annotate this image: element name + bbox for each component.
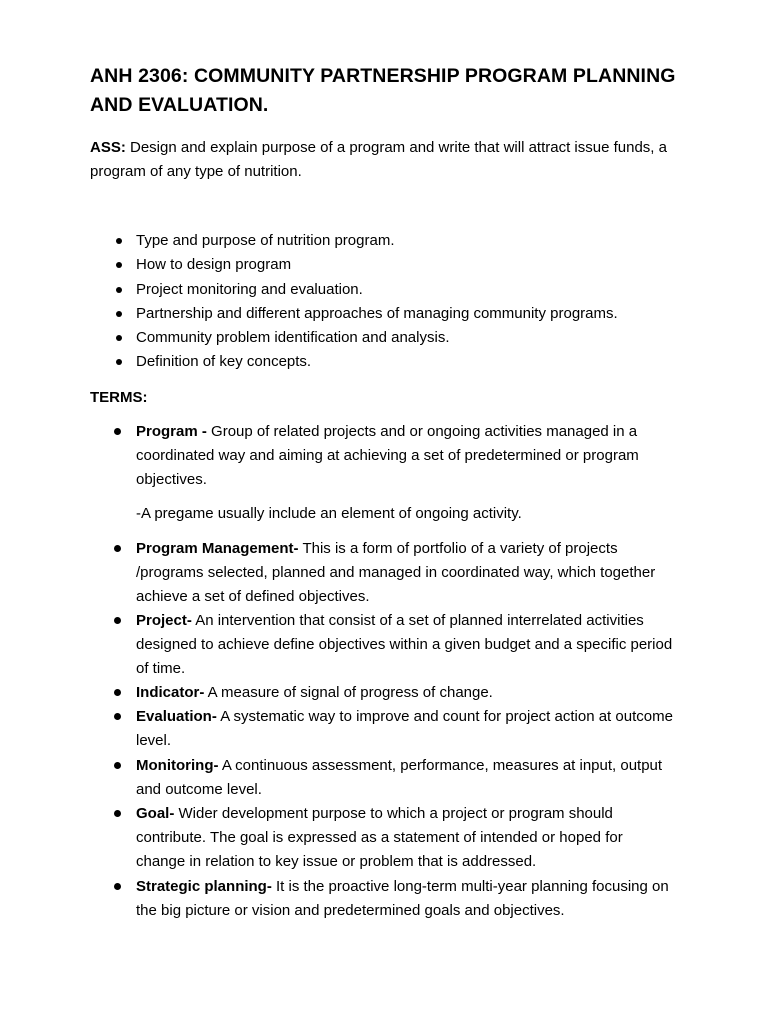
bullet-icon	[116, 335, 122, 341]
topic-item	[0, 278, 720, 302]
bullet-icon	[114, 689, 121, 696]
term-program-management	[0, 537, 720, 609]
term-program	[0, 420, 720, 492]
topic-item	[0, 350, 720, 374]
topic-text: How to design program	[136, 256, 292, 274]
term-name: Monitoring-	[136, 757, 219, 774]
term-name: Program Management-	[136, 540, 299, 557]
topic-item	[0, 229, 720, 253]
bullet-icon	[114, 617, 121, 624]
topic-text: Definition of key concepts.	[136, 353, 312, 371]
term-definition: A measure of signal of progress of change.	[204, 684, 493, 701]
bullet-icon	[114, 810, 121, 817]
term-name: Goal-	[136, 805, 175, 822]
term-name: Project-	[136, 612, 192, 629]
topic-item	[0, 326, 720, 350]
term-indicator	[0, 681, 720, 705]
assignment-text: Design and explain purpose of a program and write that will attract issue funds, a program of any type of nutrition.	[90, 139, 667, 180]
bullet-icon	[114, 713, 121, 720]
program-note: -A pregame usually include an element of ongoing activity.	[136, 505, 522, 522]
term-definition: This is a form of portfolio of a variety of projects /programs selected, planned and managed in coordinated way, which together achieve a set of defined objectives.	[136, 540, 656, 605]
bullet-icon	[114, 545, 121, 552]
term-name: Program -	[136, 423, 207, 440]
topics-list	[0, 229, 720, 375]
term-definition: It is the proactive long-term multi-year planning focusing on the big picture or vision and predetermined goals and objectives.	[136, 878, 669, 919]
bullet-icon	[116, 238, 122, 244]
assignment-label: ASS:	[90, 139, 126, 156]
term-name: Strategic planning-	[136, 878, 272, 895]
bullet-icon	[116, 359, 122, 365]
bullet-icon	[114, 428, 121, 435]
topic-text: Partnership and different approaches of managing community programs.	[136, 304, 618, 322]
term-strategic-planning	[0, 875, 720, 923]
term-monitoring	[0, 754, 720, 802]
term-definition: A systematic way to improve and count for project action at outcome level.	[136, 708, 673, 749]
term-definition: A continuous assessment, performance, measures at input, output and outcome level.	[136, 757, 663, 798]
term-definition: Wider development purpose to which a project or program should contribute. The goal is expressed as a statement of intended or hoped for change in relation to key issue or problem that is addressed.	[136, 805, 623, 870]
term-definition: Group of related projects and or ongoing activities managed in a coordinated way and aiming at achieving a set of predetermined or program objectives.	[136, 423, 639, 488]
term-definition: An intervention that consist of a set of planned interrelated activities designed to achieve define objectives within a given budget and a specific period of time.	[136, 612, 673, 677]
term-evaluation	[0, 705, 720, 753]
topic-text: Community problem identification and analysis.	[136, 329, 450, 347]
document-title: ANH 2306: COMMUNITY PARTNERSHIP PROGRAM PLANNING AND EVALUATION.	[90, 65, 676, 116]
term-goal	[0, 802, 720, 874]
bullet-icon	[116, 311, 122, 317]
bullet-icon	[114, 762, 121, 769]
topic-text: Project monitoring and evaluation.	[136, 280, 363, 298]
bullet-icon	[114, 883, 121, 890]
terms-heading: TERMS:	[90, 389, 148, 406]
bullet-icon	[116, 287, 122, 293]
bullet-icon	[116, 262, 122, 268]
term-name: Evaluation-	[136, 708, 217, 725]
assignment-paragraph	[90, 136, 680, 184]
topic-item	[0, 302, 720, 326]
topic-item	[0, 253, 720, 277]
topic-text: Type and purpose of nutrition program.	[136, 232, 395, 249]
term-name: Indicator-	[136, 684, 205, 701]
term-project	[0, 609, 720, 681]
